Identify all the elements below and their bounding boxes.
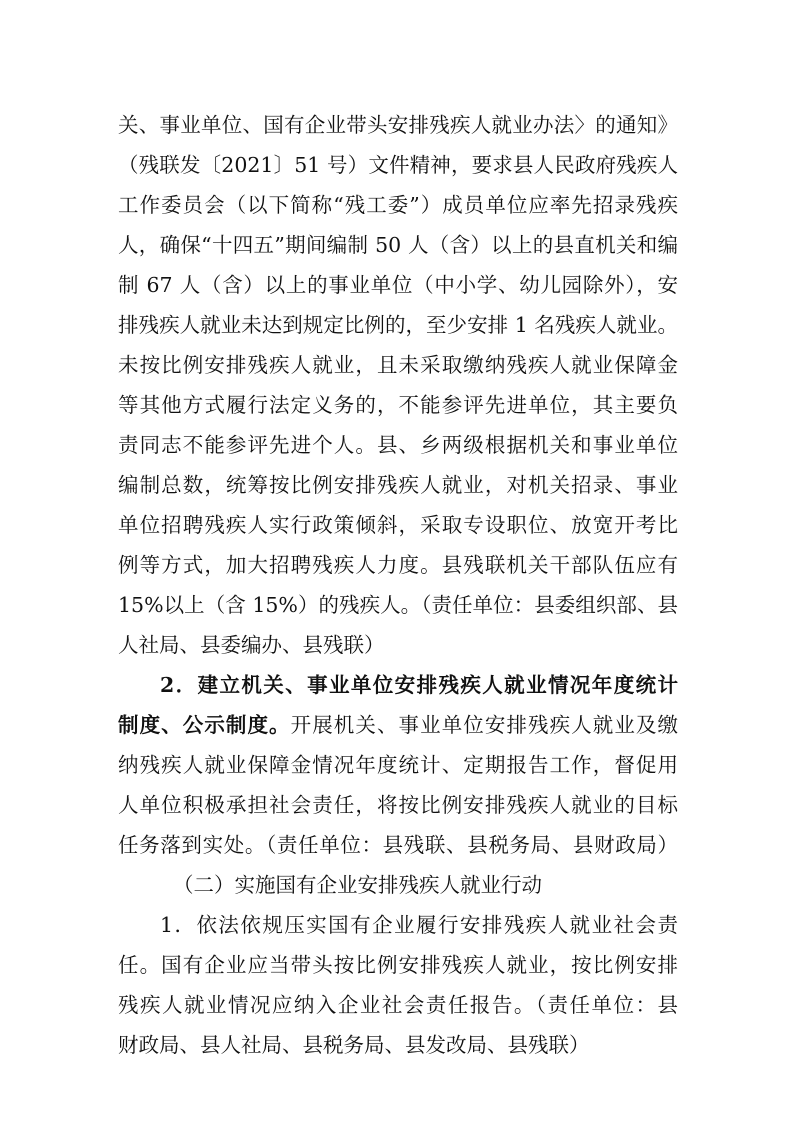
body-text-line: 工作委员会（以下简称“残工委”）成员单位应率先招录残疾 — [118, 193, 678, 217]
body-text-line: 人单位积极承担社会责任，将按比例安排残疾人就业的目标 — [118, 793, 678, 817]
body-text-line: 纳残疾人就业保障金情况年度统计、定期报告工作，督促用 — [118, 753, 678, 777]
body-text-line: 任务落到实处。（责任单位：县残联、县税务局、县财政局） — [118, 833, 678, 857]
section-heading: （二）实施国有企业安排残疾人就业行动 — [173, 873, 542, 897]
bold-item-heading: 2．建立机关、事业单位安排残疾人就业情况年度统计 — [160, 673, 678, 697]
bold-item-heading-end: 制度、公示制度。 — [118, 713, 291, 737]
body-text-line: 编制总数，统筹按比例安排残疾人就业，对机关招录、事业 — [118, 473, 678, 497]
body-text-line: 15%以上（含 15%）的残疾人。（责任单位：县委组织部、县 — [118, 593, 678, 617]
body-text-line: 排残疾人就业未达到规定比例的，至少安排 1 名残疾人就业。 — [118, 313, 678, 337]
body-text-line: 关、事业单位、国有企业带头安排残疾人就业办法〉的通知》 — [118, 113, 678, 137]
body-text-line: 例等方式，加大招聘残疾人力度。县残联机关干部队伍应有 — [118, 553, 678, 577]
body-text-line: 人，确保“十四五”期间编制 50 人（含）以上的县直机关和编 — [118, 233, 678, 257]
body-text-line: 责同志不能参评先进个人。县、乡两级根据机关和事业单位 — [118, 433, 678, 457]
body-text-line: 财政局、县人社局、县税务局、县发改局、县残联） — [118, 1033, 590, 1057]
body-text-line: （残联发〔2021〕51 号）文件精神，要求县人民政府残疾人 — [118, 153, 678, 177]
body-text-segment: 开展机关、事业单位安排残疾人就业及缴 — [290, 713, 678, 737]
body-text-line — [118, 705, 678, 745]
body-text-line: 残疾人就业情况应纳入企业社会责任报告。（责任单位：县 — [118, 993, 678, 1017]
body-text-line: 等其他方式履行法定义务的，不能参评先进单位，其主要负 — [118, 393, 678, 417]
body-text-line: 制 67 人（含）以上的事业单位（中小学、幼儿园除外），安 — [118, 273, 678, 297]
item-first-line: 1．依法依规压实国有企业履行安排残疾人就业社会责 — [160, 913, 678, 937]
body-text-line: 单位招聘残疾人实行政策倾斜，采取专设职位、放宽开考比 — [118, 513, 678, 537]
body-text-line: 未按比例安排残疾人就业，且未采取缴纳残疾人就业保障金 — [118, 353, 678, 377]
body-text-line: 人社局、县委编办、县残联） — [118, 633, 385, 657]
body-text-line: 任。国有企业应当带头按比例安排残疾人就业，按比例安排 — [118, 953, 678, 977]
